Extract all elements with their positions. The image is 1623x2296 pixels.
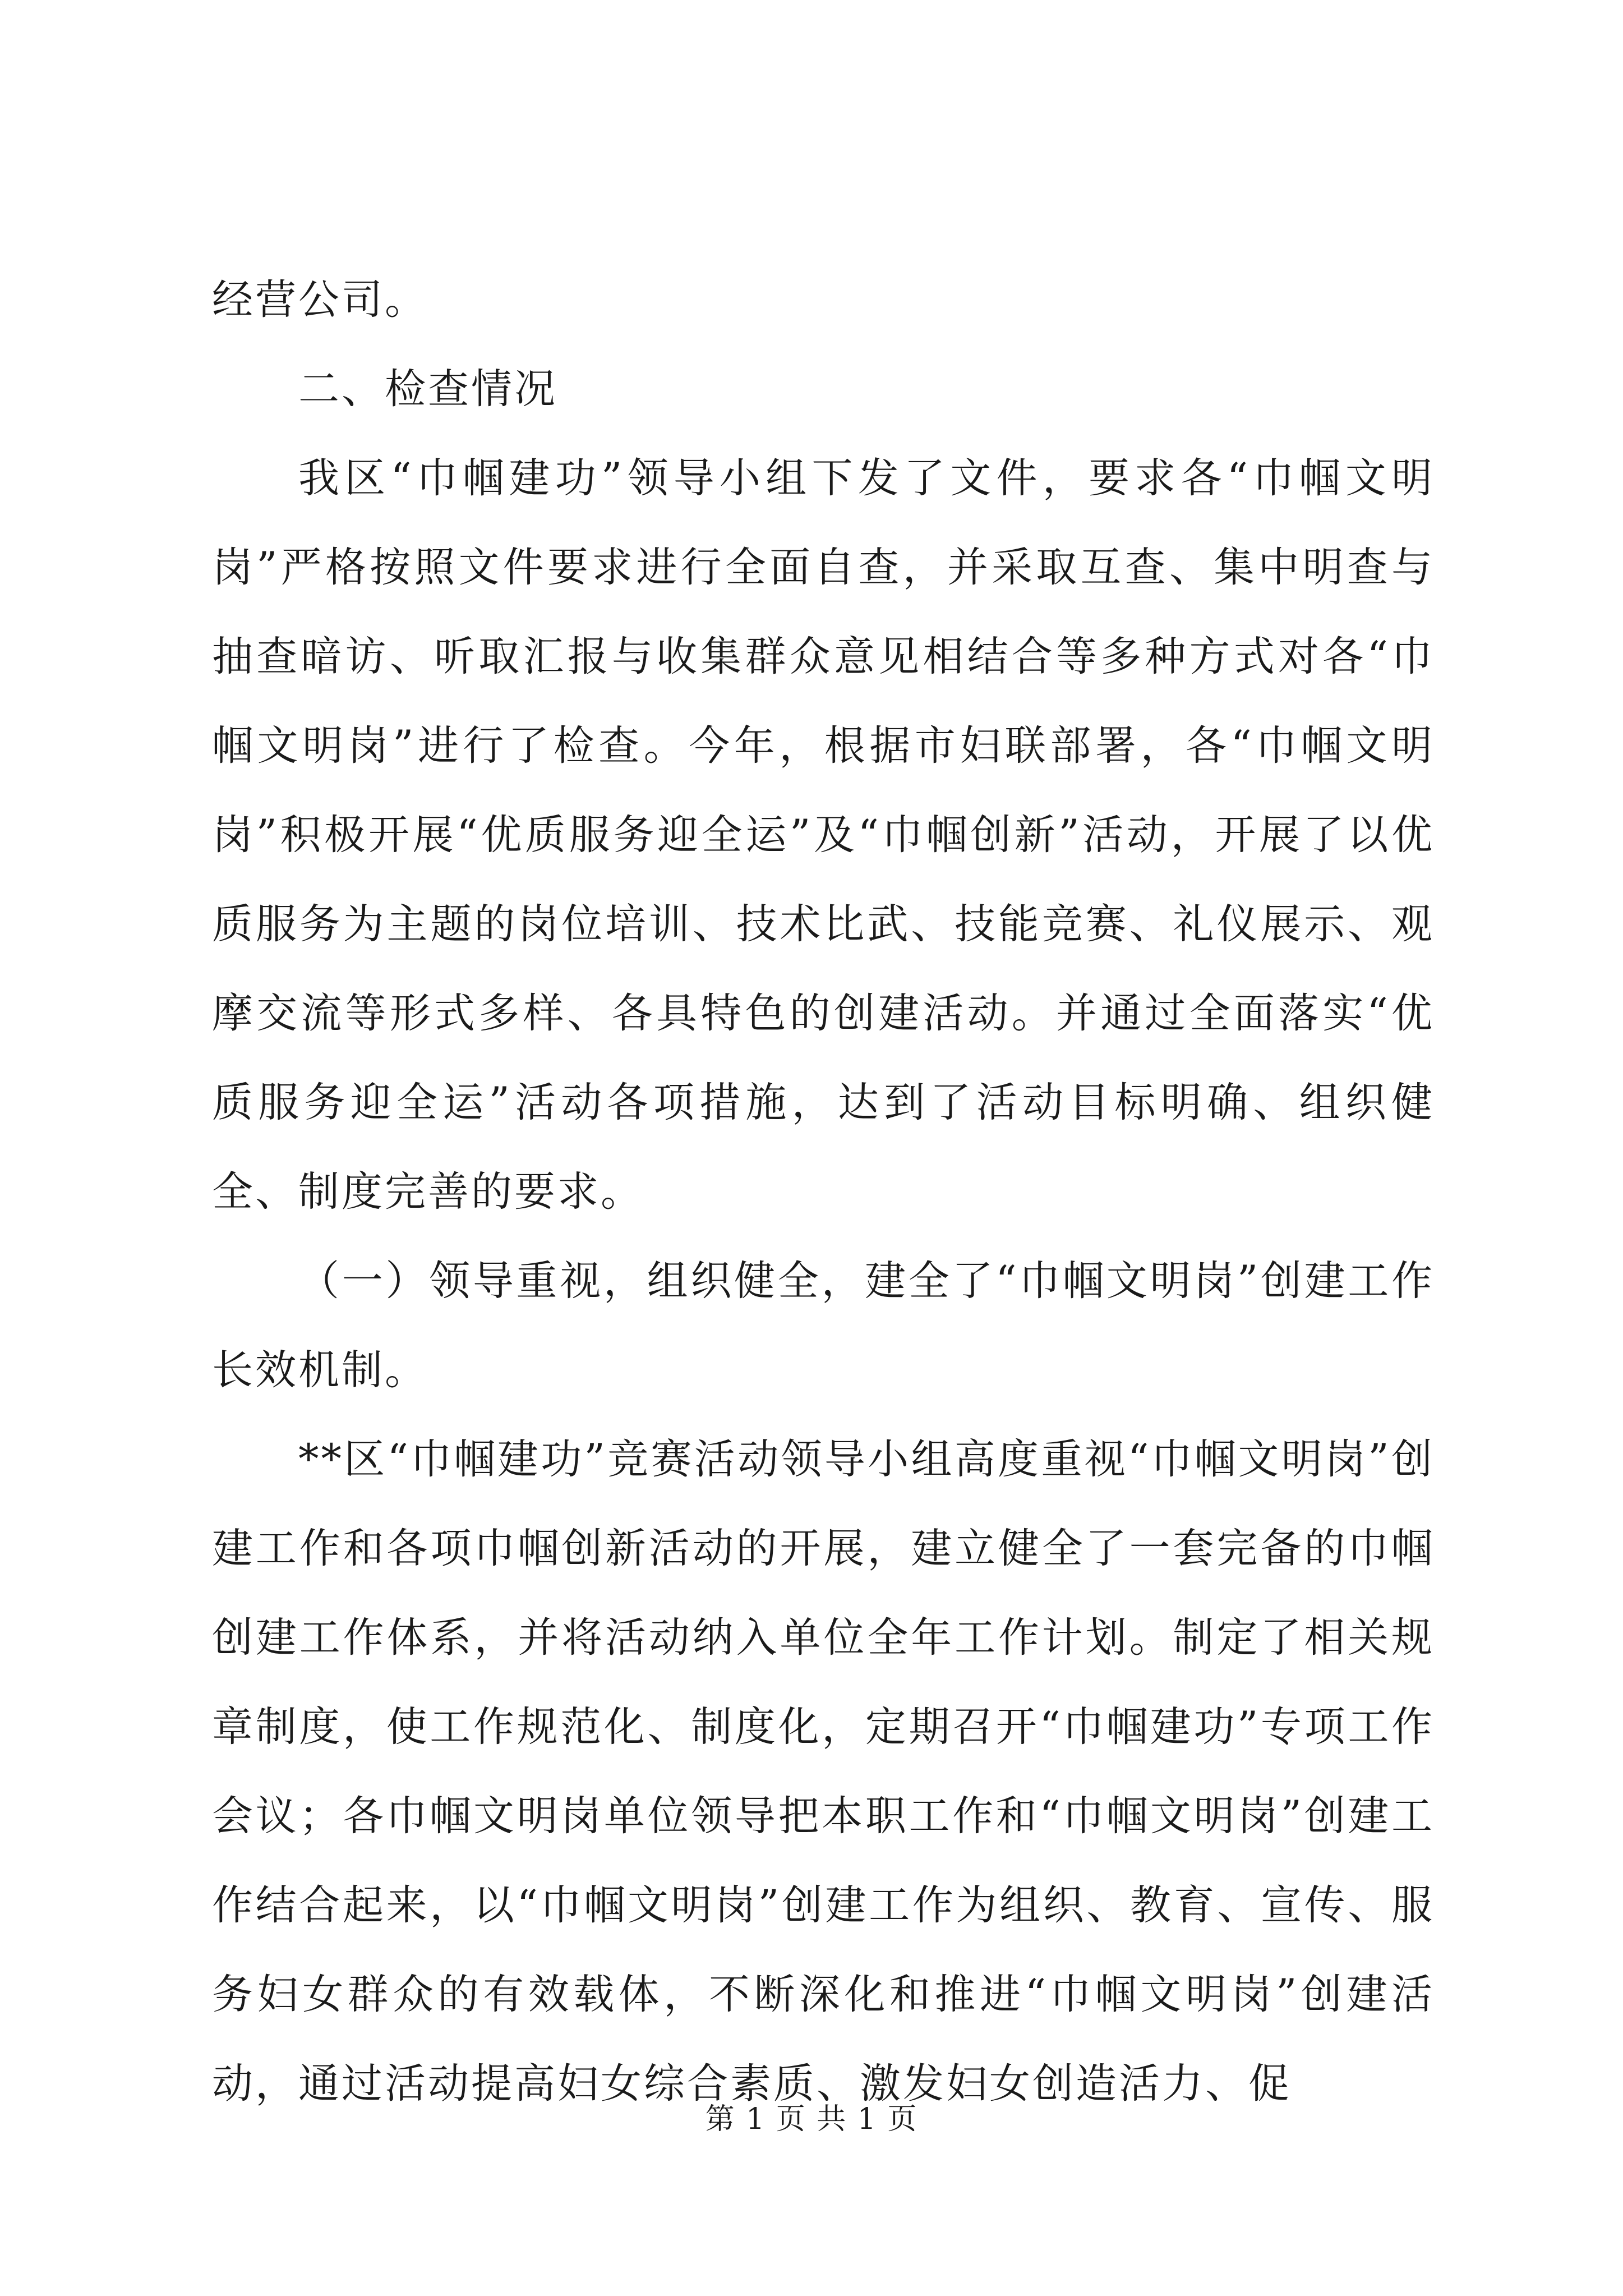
paragraph-inspection: 我区“巾帼建功”领导小组下发了文件，要求各“巾帼文明岗”严格按照文件要求进行全面自查，并采取互查、集中明查与抽查暗访、听取汇报与收集群众意见相结合等多种方式对各“巾帼文明岗”进行了检查。今年，根据市妇联部署，各“巾帼文明岗”积极开展“优质服务迎全运”及“巾帼创新”活动，开展了以优质服务为主题的岗位培训、技术比武、技能竞赛、礼仪展示、观摩交流等形式多样、各具特色的创建活动。并通过全面落实“优质服务迎全运”活动各项措施，达到了活动目标明确、组织健全、制度完善的要求。 (212, 454, 1435, 1216)
page-footer: 第 1 页 共 1 页 (705, 2102, 918, 2136)
section-heading: 二、检查情况 (298, 365, 557, 413)
paragraph-continuation: 经营公司。 (212, 276, 428, 324)
paragraph-leadership: **区“巾帼建功”竞赛活动领导小组高度重视“巾帼文明岗”创建工作和各项巾帼创新活动的开展，建立健全了一套完备的巾帼创建工作体系，并将活动纳入单位全年工作计划。制定了相关规章制度，使工作规范化、制度化，定期召开“巾帼建功”专项工作会议；各巾帼文明岗单位领导把本职工作和“巾帼文明岗”创建工作结合起来，以“巾帼文明岗”创建工作为组织、教育、宣传、服务妇女群众的有效载体，不断深化和推进“巾帼文明岗”创建活动，通过活动提高妇女综合素质、激发妇女创造活力、促 (212, 1435, 1435, 2108)
subsection-heading: （一）领导重视，组织健全，建全了“巾帼文明岗”创建工作长效机制。 (212, 1257, 1435, 1394)
document-body (212, 255, 1435, 2128)
